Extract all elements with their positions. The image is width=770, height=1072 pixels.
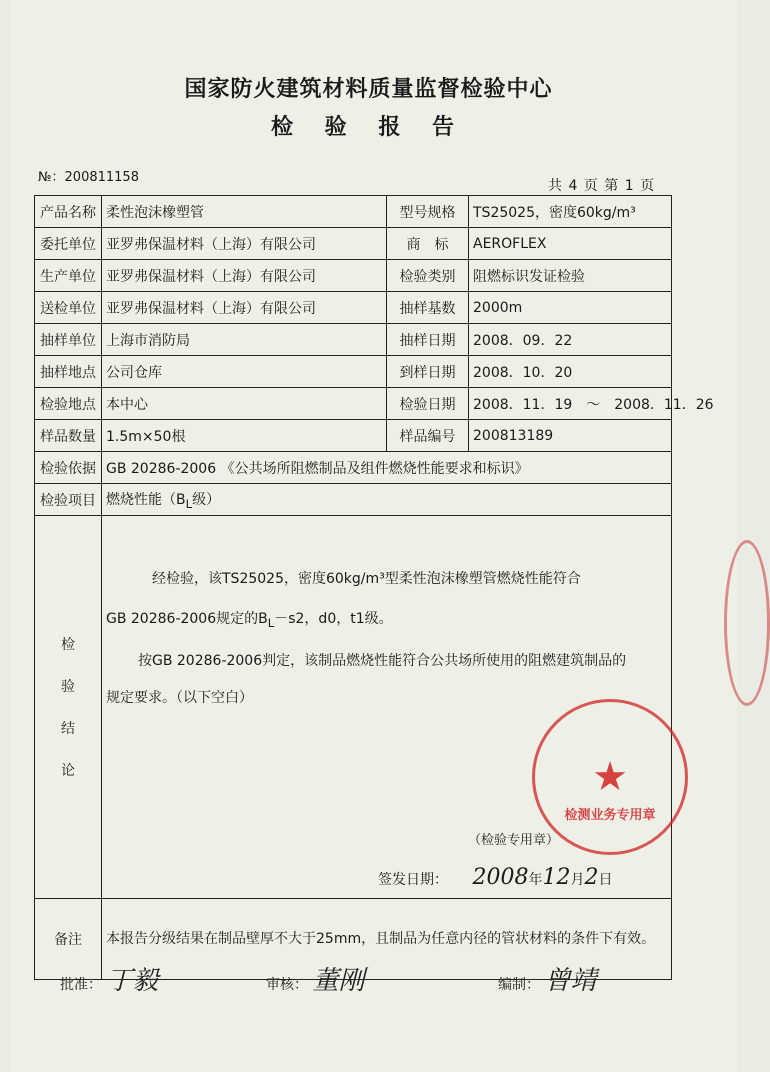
issue-date [378,865,612,890]
conclusion-body [102,516,672,899]
conclusion-line-2a: GB 20286-2006规定的B [106,611,268,627]
report-table [34,195,714,980]
sample-date-label: 抽样日期 [387,324,469,356]
conclusion-line-4: 规定要求。（以下空白） [106,690,253,706]
arrive-label: 到样日期 [387,356,469,388]
test-date-value: 2008．11．19 ～ 2008．11．26 [469,388,672,420]
item-text: 燃烧性能（B [106,491,186,508]
table-row [35,196,672,228]
table-row [35,388,672,420]
client-value: 亚罗弗保温材料（上海）有限公司 [102,228,387,260]
report-title: 检 验 报 告 [271,115,466,140]
remark-text: 本报告分级结果在制品壁厚不大于25mm，且制品为任意内径的管状材料的条件下有效。 [102,899,672,980]
table-row [35,356,672,388]
org-title: 国家防火建筑材料质量监督检验中心 [184,77,553,102]
document-number: №：200811158 [38,170,139,185]
qty-label: 样品数量 [35,420,102,452]
issue-day: 2 [584,865,599,890]
seal-label: （检验专用章） [468,833,560,848]
seal-edge-mark [724,540,770,706]
conclusion-label-char: 论 [61,763,75,779]
product-name-label: 产品名称 [35,196,102,228]
test-date-label: 检验日期 [387,388,469,420]
basis-value: GB 20286-2006 《公共场所阻燃制品及组件燃烧性能要求和标识》 [102,452,672,484]
conclusion-line-1: 经检验，该TS25025，密度60kg/m³型柔性泡沫橡塑管燃烧性能符合 [152,571,581,587]
table-row [35,292,672,324]
table-row [35,324,672,356]
base-label: 抽样基数 [387,292,469,324]
approve-signature [60,960,158,997]
review-signature [266,960,364,997]
maker-value: 亚罗弗保温材料（上海）有限公司 [102,260,387,292]
model-label: 型号规格 [387,196,469,228]
test-place-label: 检验地点 [35,388,102,420]
issue-month-char: 月 [570,872,585,888]
issue-year: 2008 [472,865,529,890]
item-label: 检验项目 [35,484,102,516]
conclusion-label-char: 检 [61,637,75,653]
issue-month: 12 [542,865,571,890]
remark-label: 备注 [35,899,102,980]
conclusion-line-3: 按GB 20286-2006判定，该制品燃烧性能符合公共场所使用的阻燃建筑制品的 [138,653,627,669]
issue-day-char: 日 [598,872,613,888]
issue-year-char: 年 [528,872,543,888]
brand-label: 商 标 [387,228,469,260]
conclusion-label-char: 结 [61,721,75,737]
conclusion-line-2b: －s2，d0，t1级。 [274,611,393,627]
place-label: 抽样地点 [35,356,102,388]
item-subscript: L [185,496,193,511]
table-row [35,516,672,899]
conclusion-line-2-sub: L [267,615,275,630]
table-row [35,484,672,516]
category-value: 阻燃标识发证检验 [469,260,672,292]
approve-signature-text: 丁毅 [106,966,159,996]
basis-label: 检验依据 [35,452,102,484]
approve-label: 批准： [60,977,102,993]
edit-signature-text: 曾靖 [544,966,597,996]
seal-text: 检测业务专用章 [564,808,656,823]
review-label: 审核： [266,977,308,993]
table-row [35,420,672,452]
qty-value: 1.5m×50根 [102,420,387,452]
maker-label: 生产单位 [35,260,102,292]
table-row [35,228,672,260]
item-value [102,484,672,516]
item-text-end: 级） [192,491,221,508]
arrive-value: 2008．10．20 [469,356,672,388]
issue-date-label: 签发日期： [378,872,448,888]
place-value: 公司仓库 [102,356,387,388]
sample-date-value: 2008．09．22 [469,324,672,356]
table-row [35,452,672,484]
category-label: 检验类别 [387,260,469,292]
model-value: TS25025，密度60kg/m³ [469,196,672,228]
edit-signature [498,960,596,997]
conclusion-label-char: 验 [61,679,75,695]
conclusion-line-2 [106,608,393,630]
review-signature-text: 董刚 [312,966,365,996]
test-place-value: 本中心 [102,388,387,420]
product-name-value: 柔性泡沫橡塑管 [102,196,387,228]
sample-no-label: 样品编号 [387,420,469,452]
client-label: 委托单位 [35,228,102,260]
seal-star-icon: ★ [592,754,628,800]
sample-no-value: 200813189 [469,420,672,452]
sender-value: 亚罗弗保温材料（上海）有限公司 [102,292,387,324]
sampler-label: 抽样单位 [35,324,102,356]
sender-label: 送检单位 [35,292,102,324]
conclusion-label [35,516,102,899]
page-count: 共 4 页 第 1 页 [548,178,655,194]
sampler-value: 上海市消防局 [102,324,387,356]
table-row [35,260,672,292]
base-value: 2000m [469,292,672,324]
edit-label: 编制： [498,977,540,993]
brand-value: AEROFLEX [469,228,672,260]
